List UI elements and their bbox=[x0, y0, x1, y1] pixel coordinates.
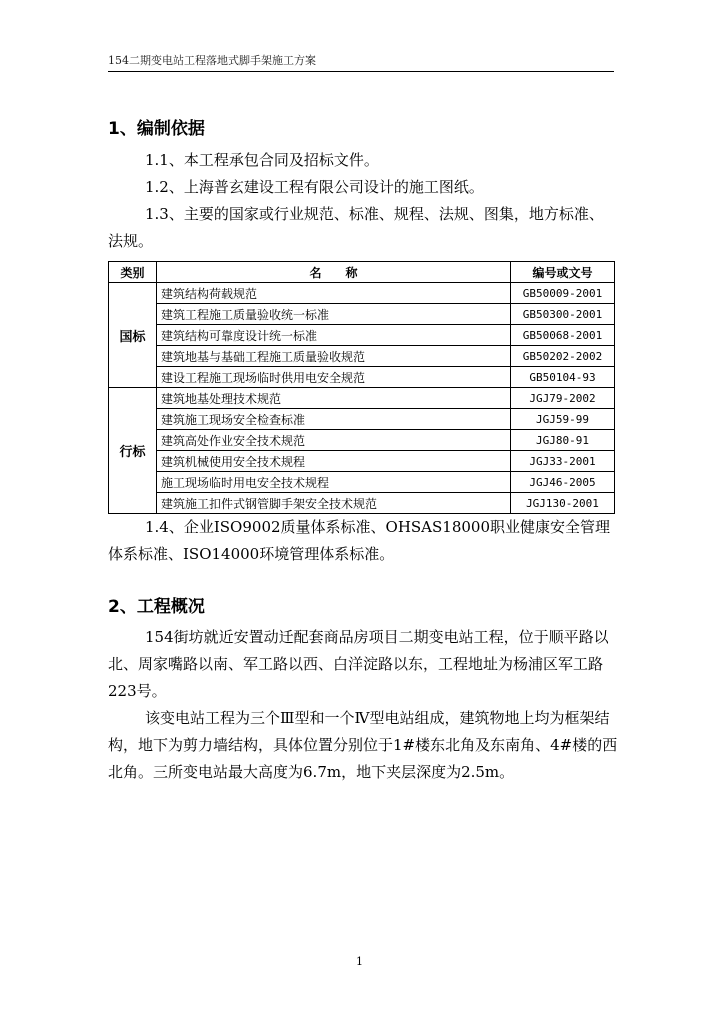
table-row bbox=[109, 493, 615, 514]
table-row bbox=[109, 283, 615, 304]
standard-code: JGJ59-99 bbox=[511, 409, 615, 430]
item-1-4: 1.4、企业ISO9002质量体系标准、OHSAS18000职业健康安全管理体系标准、ISO14000环境管理体系标准。 bbox=[108, 518, 611, 563]
table-row bbox=[109, 409, 615, 430]
category-cell: 国标 bbox=[109, 283, 157, 388]
table-row bbox=[109, 430, 615, 451]
standard-name: 建筑施工现场安全检查标准 bbox=[157, 409, 511, 430]
standard-code: JGJ80-91 bbox=[511, 430, 615, 451]
standards-table bbox=[108, 261, 615, 514]
standard-name: 建筑工程施工质量验收统一标准 bbox=[157, 304, 511, 325]
header-name: 名 称 bbox=[157, 262, 511, 283]
table-row bbox=[109, 451, 615, 472]
standard-code: JGJ46-2005 bbox=[511, 472, 615, 493]
item-1-3: 1.3、主要的国家或行业规范、标准、规程、法规、图集，地方标准、法规。 bbox=[108, 205, 604, 250]
standard-code: JGJ33-2001 bbox=[511, 451, 615, 472]
header-code: 编号或文号 bbox=[511, 262, 615, 283]
category-cell: 行标 bbox=[109, 388, 157, 514]
overview-paragraph-1: 154街坊就近安置动迁配套商品房项目二期变电站工程，位于顺平路以北、周家嘴路以南、军工路以西、白洋淀路以东，工程地址为杨浦区军工路223号。 bbox=[108, 628, 609, 700]
page-header: 154二期变电站工程落地式脚手架施工方案 bbox=[108, 52, 614, 72]
table-row bbox=[109, 472, 615, 493]
standard-name: 建筑机械使用安全技术规程 bbox=[157, 451, 511, 472]
section-2-heading: 2、工程概况 bbox=[108, 597, 205, 617]
standard-name: 建筑施工扣件式钢管脚手架安全技术规范 bbox=[157, 493, 511, 514]
table-row bbox=[109, 388, 615, 409]
table-row bbox=[109, 304, 615, 325]
overview-paragraph-2: 该变电站工程为三个Ⅲ型和一个Ⅳ型电站组成，建筑物地上均为框架结构，地下为剪力墙结构，具体位置分别位于1#楼东北角及东南角、4#楼的西北角。三所变电站最大高度为6.7m，地下夹层深度为2.5m。 bbox=[108, 709, 618, 781]
table-row bbox=[109, 325, 615, 346]
standard-name: 建筑结构荷载规范 bbox=[157, 283, 511, 304]
section-1-heading: 1、编制依据 bbox=[108, 119, 205, 139]
standard-code: JGJ79-2002 bbox=[511, 388, 615, 409]
header-category: 类别 bbox=[109, 262, 157, 283]
table-row bbox=[109, 367, 615, 388]
standard-code: GB50202-2002 bbox=[511, 346, 615, 367]
item-1-1: 1.1、本工程承包合同及招标文件。 bbox=[145, 151, 379, 169]
item-1-2: 1.2、上海普玄建设工程有限公司设计的施工图纸。 bbox=[145, 178, 484, 196]
standard-name: 施工现场临时用电安全技术规程 bbox=[157, 472, 511, 493]
standard-code: GB50009-2001 bbox=[511, 283, 615, 304]
standard-code: GB50300-2001 bbox=[511, 304, 615, 325]
table-row bbox=[109, 346, 615, 367]
standard-name: 建设工程施工现场临时供用电安全规范 bbox=[157, 367, 511, 388]
standard-name: 建筑高处作业安全技术规范 bbox=[157, 430, 511, 451]
standard-name: 建筑地基处理技术规范 bbox=[157, 388, 511, 409]
page-number: 1 bbox=[356, 955, 363, 968]
standard-code: GB50068-2001 bbox=[511, 325, 615, 346]
table-header-row bbox=[109, 262, 615, 283]
standard-name: 建筑地基与基础工程施工质量验收规范 bbox=[157, 346, 511, 367]
standard-code: JGJ130-2001 bbox=[511, 493, 615, 514]
standard-name: 建筑结构可靠度设计统一标准 bbox=[157, 325, 511, 346]
standard-code: GB50104-93 bbox=[511, 367, 615, 388]
